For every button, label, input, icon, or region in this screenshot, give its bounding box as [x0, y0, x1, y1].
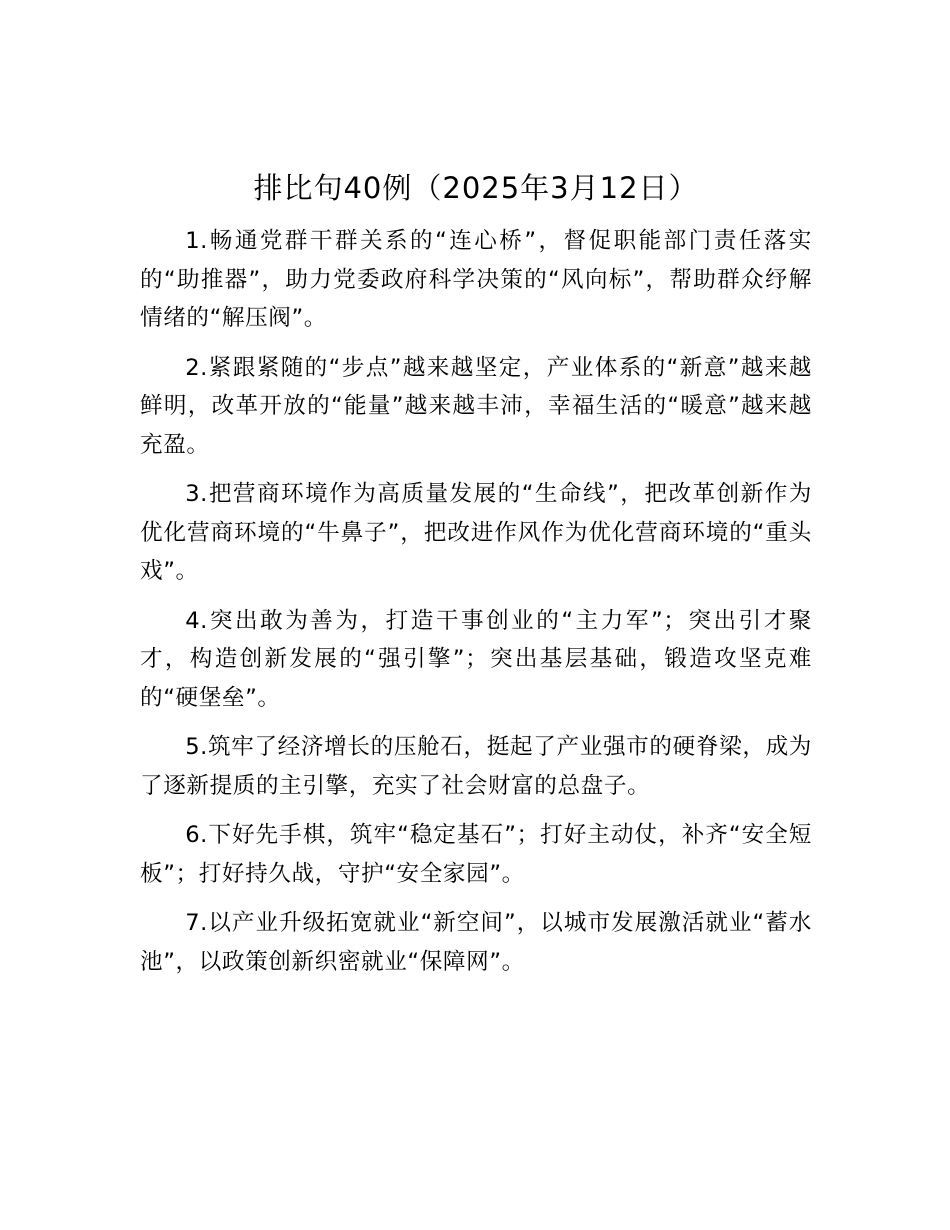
document-body [140, 168, 812, 992]
paragraph-1: 1.畅通党群干群关系的“连心桥”，督促职能部门责任落实的“助推器”，助力党委政府科学决策的“风向标”，帮助群众纾解情绪的“解压阀”。 [140, 228, 812, 331]
document-title: 排比句40例（2025年3月12日） [253, 171, 699, 205]
paragraph-2: 2.紧跟紧随的“步点”越来越坚定，产业体系的“新意”越来越鲜明，改革开放的“能量”越来越丰沛，幸福生活的“暖意”越来越充盈。 [140, 354, 812, 458]
paragraph-7: 7.以产业升级拓宽就业“新空间”，以城市发展激活就业“蓄水池”，以政策创新织密就业“保障网”。 [140, 910, 812, 975]
paragraph-6: 6.下好先手棋，筑牢“稳定基石”；打好主动仗，补齐“安全短板”；打好持久战，守护“安全家园”。 [140, 822, 812, 887]
paragraph-5: 5.筑牢了经济增长的压舱石，挺起了产业强市的硬脊梁，成为了逐新提质的主引擎，充实了社会财富的总盘子。 [140, 734, 812, 799]
paragraph-4: 4.突出敢为善为，打造干事创业的“主力军”；突出引才聚才，构造创新发展的“强引擎”；突出基层基础，锻造攻坚克难的“硬堡垒”。 [140, 607, 812, 711]
paragraph-3: 3.把营商环境作为高质量发展的“生命线”，把改革创新作为优化营商环境的“牛鼻子”，把改进作风作为优化营商环境的“重头戏”。 [140, 481, 812, 584]
